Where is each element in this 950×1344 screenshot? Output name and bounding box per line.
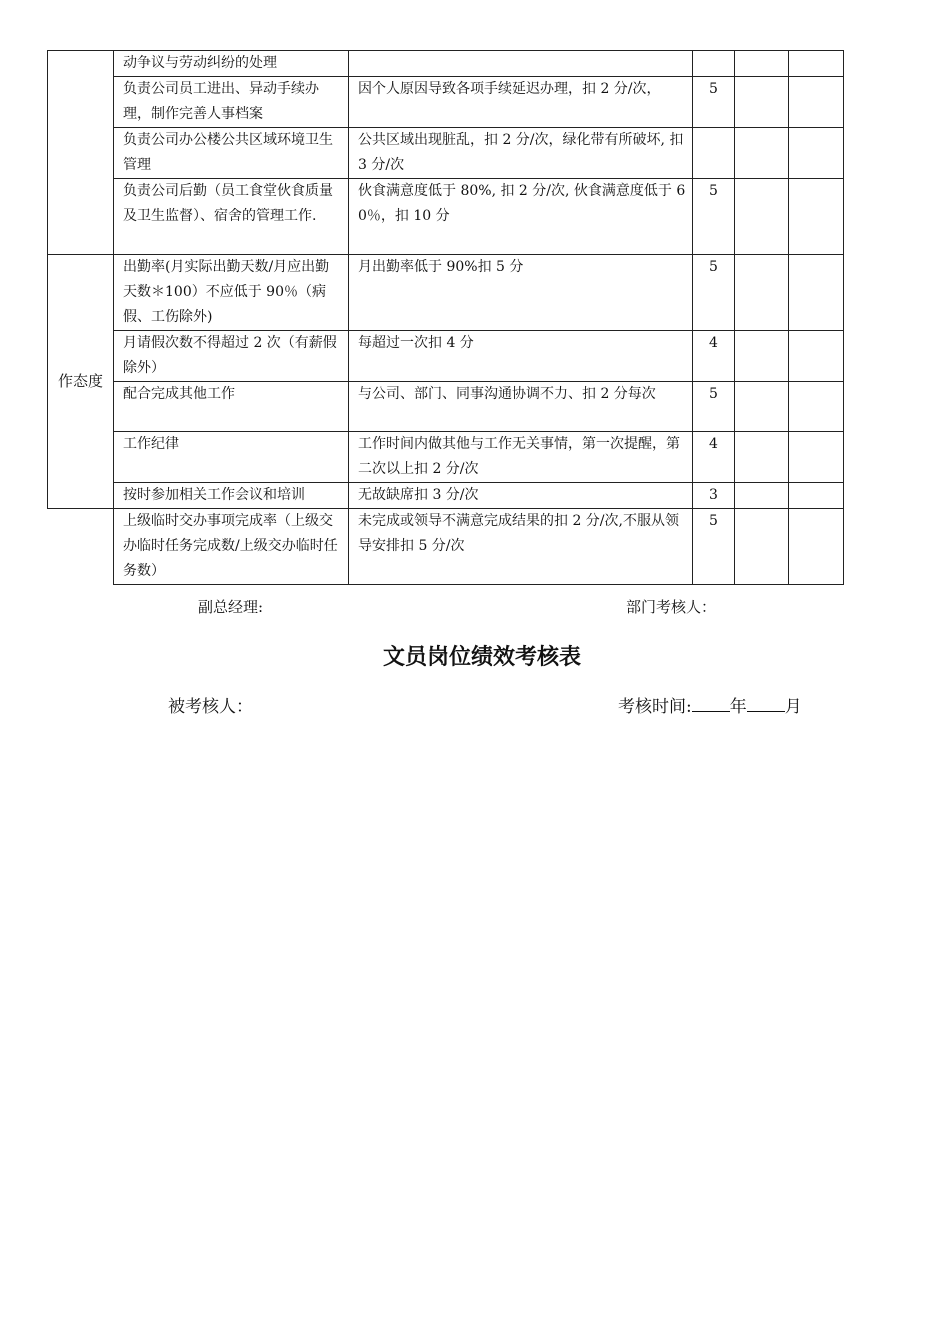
self-score-cell (735, 483, 789, 509)
item-cell: 出勤率(月实际出勤天数/月应出勤天数＊100）不应低于 90％（病假、工伤除外) (114, 255, 349, 331)
category-cell-attitude: 作态度 (48, 255, 114, 509)
self-score-cell (735, 179, 789, 255)
review-score-cell (789, 128, 844, 179)
standard-cell (349, 51, 693, 77)
month-label: 月 (784, 697, 802, 717)
score-cell: 5 (693, 179, 735, 255)
table-row (48, 255, 844, 331)
table-row (48, 382, 844, 432)
self-score-cell (735, 51, 789, 77)
review-score-cell (789, 331, 844, 382)
table-row (48, 77, 844, 128)
table-row (48, 128, 844, 179)
self-score-cell (735, 331, 789, 382)
item-cell: 月请假次数不得超过 2 次（有薪假除外） (114, 331, 349, 382)
standard-cell: 无故缺席扣 3 分/次 (349, 483, 693, 509)
self-score-cell (735, 77, 789, 128)
assessee-label: 被考核人： (168, 697, 253, 717)
score-cell: 5 (693, 255, 735, 331)
dept-reviewer-signature-label: 部门考核人： (626, 598, 717, 616)
self-score-cell (735, 255, 789, 331)
self-score-cell (735, 382, 789, 432)
self-score-cell (735, 128, 789, 179)
year-blank[interactable] (692, 695, 730, 712)
table-row (48, 331, 844, 382)
item-cell: 负责公司后勤（员工食堂伙食质量及卫生监督）、宿舍的管理工作. (114, 179, 349, 255)
review-score-cell (789, 51, 844, 77)
form-title: 文员岗位绩效考核表 (382, 645, 581, 670)
evaluation-table (47, 50, 844, 585)
standard-cell: 伙食满意度低于 80%, 扣 2 分/次, 伙食满意度低于 60％，扣 10 分 (349, 179, 693, 255)
standard-cell: 工作时间内做其他与工作无关事情，第一次提醒，第二次以上扣 2 分/次 (349, 432, 693, 483)
year-label: 年 (729, 697, 747, 717)
review-score-cell (789, 255, 844, 331)
assessment-time-label: 考核时间: (618, 697, 692, 717)
standard-cell: 每超过一次扣 4 分 (349, 331, 693, 382)
table-row (48, 509, 844, 585)
item-cell: 配合完成其他工作 (114, 382, 349, 432)
deputy-gm-signature-label: 副总经理: (198, 598, 264, 616)
score-cell (693, 128, 735, 179)
score-cell (693, 51, 735, 77)
standard-cell: 月出勤率低于 90%扣 5 分 (349, 255, 693, 331)
self-score-cell (735, 432, 789, 483)
standard-cell: 未完成或领导不满意完成结果的扣 2 分/次,不服从领导安排扣 5 分/次 (349, 509, 693, 585)
item-cell: 按时参加相关工作会议和培训 (114, 483, 349, 509)
item-cell: 工作纪律 (114, 432, 349, 483)
item-cell: 负责公司员工进出、异动手续办理，制作完善人事档案 (114, 77, 349, 128)
month-blank[interactable] (747, 695, 785, 712)
category-cell-work (48, 51, 114, 255)
assessment-time (618, 692, 802, 717)
score-cell: 3 (693, 483, 735, 509)
table-row (48, 179, 844, 255)
item-cell: 负责公司办公楼公共区域环境卫生管理 (114, 128, 349, 179)
score-cell: 5 (693, 382, 735, 432)
score-cell: 5 (693, 77, 735, 128)
review-score-cell (789, 483, 844, 509)
review-score-cell (789, 382, 844, 432)
review-score-cell (789, 77, 844, 128)
table-row (48, 51, 844, 77)
table-row (48, 483, 844, 509)
standard-cell: 因个人原因导致各项手续延迟办理，扣 2 分/次， (349, 77, 693, 128)
category-cell-blank (48, 509, 114, 585)
review-score-cell (789, 179, 844, 255)
standard-cell: 与公司、部门、同事沟通协调不力、扣 2 分每次 (349, 382, 693, 432)
standard-cell: 公共区域出现脏乱，扣 2 分/次，绿化带有所破坏, 扣 3 分/次 (349, 128, 693, 179)
self-score-cell (735, 509, 789, 585)
item-cell: 上级临时交办事项完成率（上级交办临时任务完成数/上级交办临时任务数） (114, 509, 349, 585)
score-cell: 5 (693, 509, 735, 585)
score-cell: 4 (693, 432, 735, 483)
item-cell: 动争议与劳动纠纷的处理 (114, 51, 349, 77)
review-score-cell (789, 509, 844, 585)
score-cell: 4 (693, 331, 735, 382)
table-row (48, 432, 844, 483)
review-score-cell (789, 432, 844, 483)
